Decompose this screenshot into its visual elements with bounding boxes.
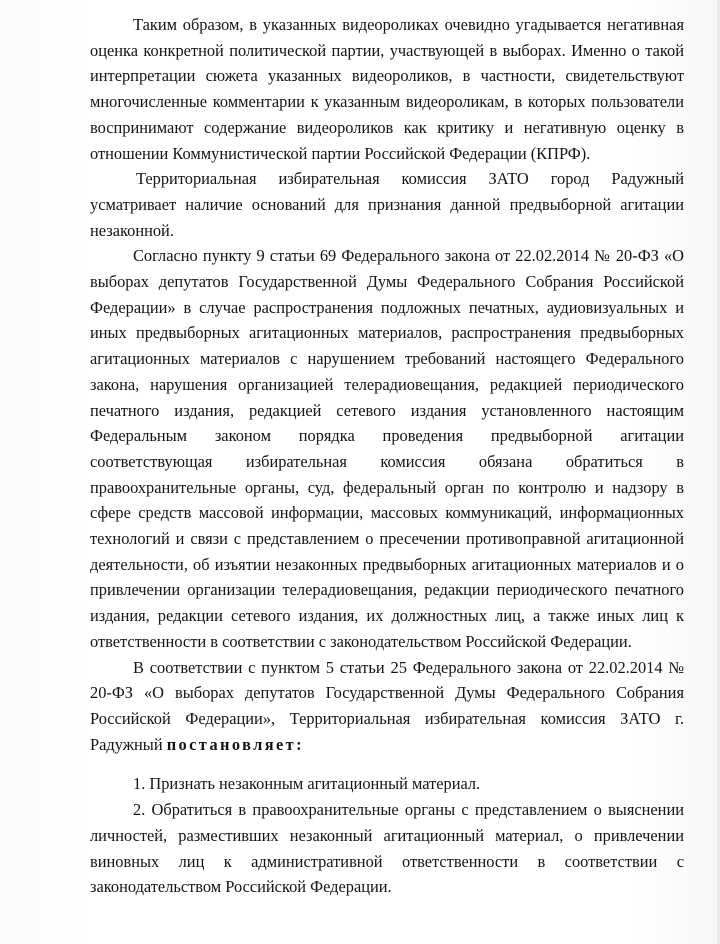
resolution-emphasis: постановляет: — [166, 734, 304, 754]
paragraph-law-reference: Согласно пункту 9 статьи 69 Федерального закона от 22.02.2014 № 20-ФЗ «О выборах депутатов Государственной Думы Федерального Собрания Российской Федерации» в случае распространения подложных печатных, аудиовизуальных и иных предвыборных агитационных материалов, распространения предвыборных агитационных материалов с нарушением требований настоящего Федерального закона, нарушения организацией телерадиовещания, редакцией периодического печатного издания, редакцией сетевого издания установленного настоящим Федеральным законом порядка проведения предвыборной агитации соответствующая избирательная комиссия обязана обратиться в правоохранительные органы, суд, федеральный орган по контролю и надзору в сфере средств массовой информации, массовых коммуникаций, информационных технологий и связи с представлением о пресечении противоправной агитационной деятельности, об изъятии незаконных предвыборных агитационных материалов и о привлечении организации телерадиовещания, редакции периодического печатного издания, редакции сетевого издания, их должностных лиц, а также иных лиц к ответственности в соответствии с законодательством Российской Федерации. — [90, 246, 684, 651]
decision-item-2: 2. Обратиться в правоохранительные органы с представлением о выяснении личностей, разместивших незаконный агитационный материал, о привлечении виновных лиц к административной ответственности в соответствии с законодательством Российской Федерации. — [90, 800, 684, 897]
paragraph-interpretation: Таким образом, в указанных видеороликах очевидно угадывается негативная оценка конкретной политической партии, участвующей в выборах. Именно о такой интерпретации сюжета указанных видеороликов, в частности, свидетельствуют многочисленные комментарии к указанным видеороликам, в которых пользователи воспринимают содержание видеороликов как критику и негативную оценку в отношении Коммунистической партии Российской Федерации (КПРФ). — [90, 15, 684, 163]
paragraph-resolution — [90, 655, 684, 758]
decision-item-1: 1. Признать незаконным агитационный материал. — [133, 774, 481, 794]
section-gap — [90, 757, 684, 771]
resolution-text: В соответствии с пунктом 5 статьи 25 Федерального закона от 22.02.2014 № 20-ФЗ «О выборах депутатов Государственной Думы Федерального Собрания Российской Федерации», Территориальная избирательная комиссия ЗАТО г. Радужный — [90, 657, 684, 754]
paragraph-commission-finding: Территориальная избирательная комиссия ЗАТО город Радужный усматривает наличие оснований для признания данной предвыборной агитации незаконной. — [90, 169, 684, 240]
